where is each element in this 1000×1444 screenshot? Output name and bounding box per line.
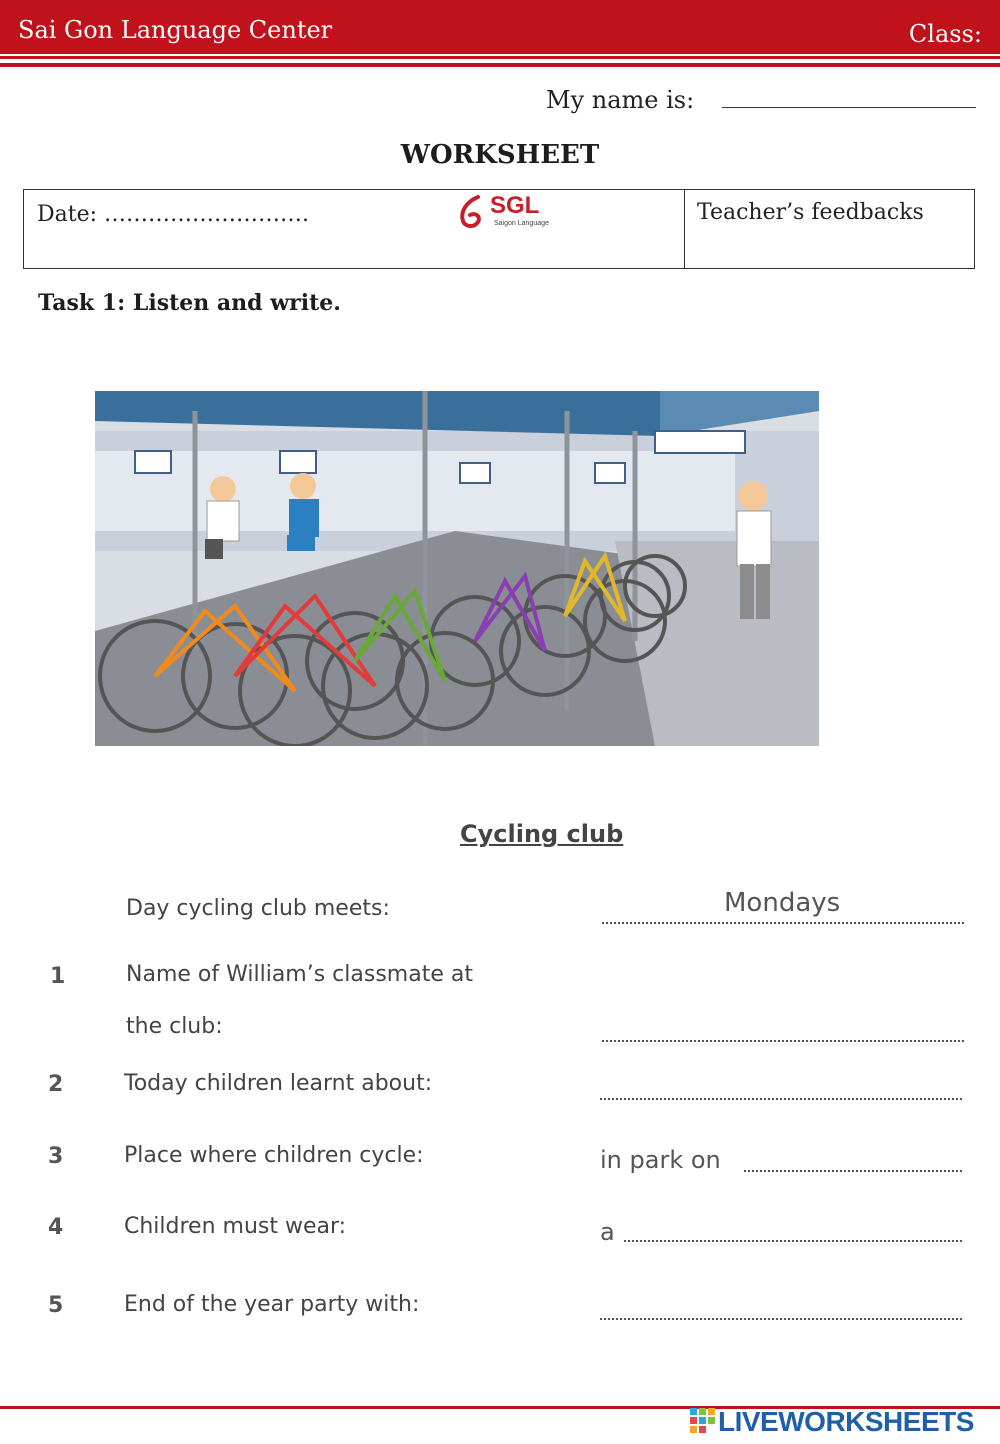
question-2: Today children learnt about:: [124, 1071, 433, 1096]
info-table: [23, 189, 975, 269]
organization-name: Sai Gon Language Center: [18, 16, 333, 44]
answer-input-4[interactable]: [624, 1240, 962, 1242]
liveworksheets-logo[interactable]: [690, 1404, 1000, 1440]
name-input-line[interactable]: [722, 107, 976, 108]
answer-line-example: [602, 922, 964, 924]
page-title: WORKSHEET: [400, 140, 600, 170]
question-1-line-2: the club:: [126, 1014, 223, 1039]
liveworksheets-icon: [690, 1408, 716, 1438]
question-number-2: 2: [48, 1072, 64, 1097]
bicycle-rack-illustration: [95, 391, 819, 746]
answer-prefix-3: in park on: [600, 1146, 721, 1174]
answer-input-3[interactable]: [744, 1170, 962, 1172]
question-1-line-1: Name of William’s classmate at: [126, 962, 473, 987]
task-heading: Task 1: Listen and write.: [38, 290, 341, 316]
question-number-1: 1: [50, 964, 66, 989]
logo-subtitle: Saigon Language: [494, 220, 549, 227]
question-4: Children must wear:: [124, 1214, 347, 1239]
answer-input-2[interactable]: [600, 1098, 962, 1100]
date-field[interactable]: Date: ……………………….: [37, 202, 310, 227]
answer-prefix-4: a: [600, 1218, 615, 1246]
question-number-5: 5: [48, 1293, 64, 1318]
header-rule: [0, 56, 1000, 59]
answer-input-5[interactable]: [600, 1318, 962, 1320]
table-divider: [684, 190, 685, 268]
teacher-feedback-label: Teacher’s feedbacks: [697, 200, 924, 225]
example-question: Day cycling club meets:: [126, 896, 390, 921]
name-label: My name is:: [546, 86, 695, 114]
question-3: Place where children cycle:: [124, 1143, 424, 1168]
class-label: Class:: [908, 20, 982, 48]
header-rule-thick: [0, 63, 1000, 67]
question-5: End of the year party with:: [124, 1292, 420, 1317]
logo-text: SGL: [490, 192, 540, 219]
section-title: Cycling club: [460, 820, 624, 848]
answer-input-1[interactable]: [602, 1040, 964, 1042]
example-answer: Mondays: [724, 888, 841, 918]
header-bar: [0, 0, 1000, 54]
question-number-3: 3: [48, 1144, 64, 1169]
liveworksheets-brand: LIVEWORKSHEETS: [718, 1406, 974, 1437]
question-number-4: 4: [48, 1215, 64, 1240]
sgl-logo-icon: [456, 192, 566, 232]
